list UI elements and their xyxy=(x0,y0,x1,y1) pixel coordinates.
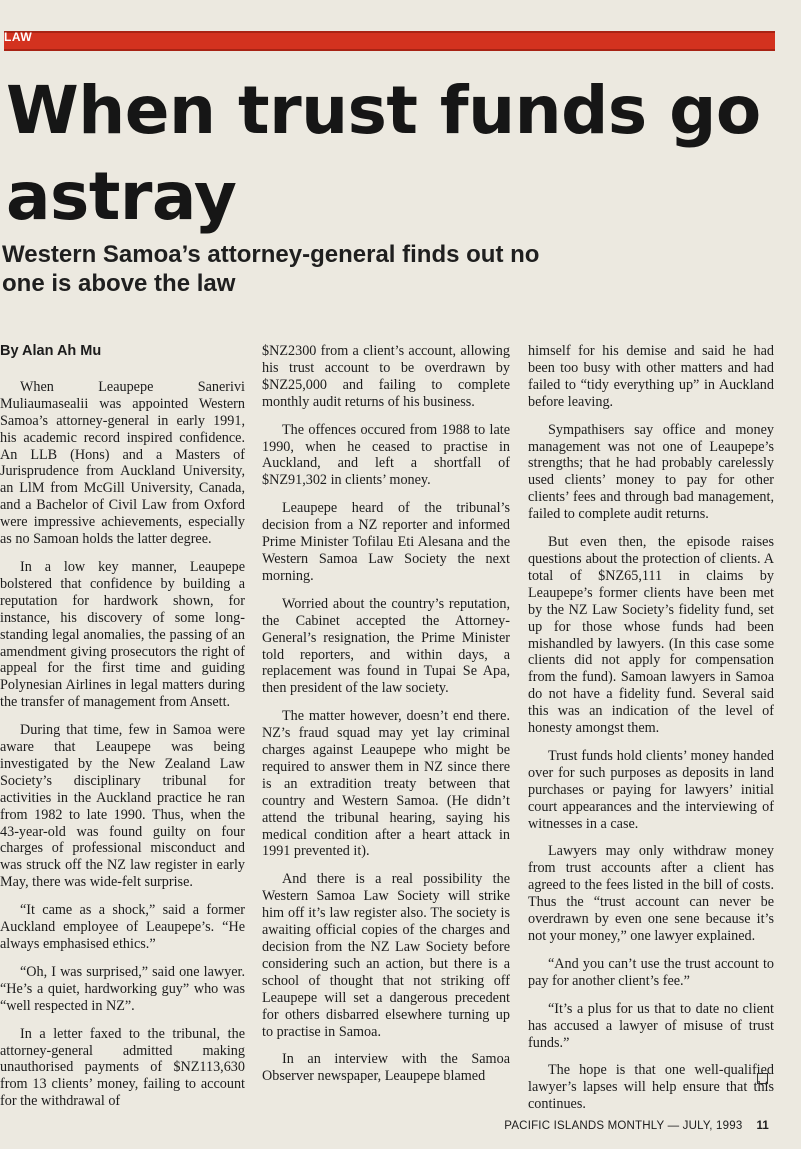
article-column-2 xyxy=(262,343,510,1096)
headline: When trust funds go astray xyxy=(6,72,761,235)
paragraph: Worried about the country’s reputation, the Cabinet accepted the Attorney-General’s resignation, the Prime Minister told reporters, and within days, a replacement was found in Tupai Se Apa, then president of the law society. xyxy=(262,595,510,697)
paragraph: The offences occured from 1988 to late 1990, when he ceased to practise in Auckland, and left a shortfall of $NZ91,302 in clients’ money. xyxy=(262,421,510,489)
paragraph: The hope is that one well-qualified lawyer’s lapses will help ensure that this continues. xyxy=(528,1062,774,1113)
section-label: LAW xyxy=(4,30,33,44)
section-bar xyxy=(4,31,775,51)
paragraph: In an interview with the Samoa Observer newspaper, Leaupepe blamed xyxy=(262,1051,510,1085)
subhead: Western Samoa’s attorney-general finds out no one is above the law xyxy=(2,241,540,297)
paragraph: In a low key manner, Leaupepe bolstered that confidence by building a reputation for hardwork shown, for instance, his discovery of some long-standing legal anomalies, the passing of an amendment giving prosecutors the right of appeal for the first time and guiding Polynesian Airlines in legal matters during the transfer of management from Ansett. xyxy=(0,558,245,711)
page-footer xyxy=(504,1120,769,1132)
paragraph: The matter however, doesn’t end there. NZ’s fraud squad may yet lay criminal charges against Leaupepe who might be required to answer them in NZ since there is an extradition treaty between that country and Western Samoa. (He didn’t attend the tribunal hearing, saying his medical condition after a heart attack in 1991 prevented it). xyxy=(262,708,510,860)
article-column-3 xyxy=(528,343,774,1124)
paragraph: And there is a real possibility the Western Samoa Law Society will strike him off it’s law register also. The society is awaiting official copies of the charges and decision from the NZ Law Society before considering such an action, but there is a school of thought that not striking off Leaupepe will set a dangerous precedent for others disbarred elsewhere turning up to practise in Samoa. xyxy=(262,871,510,1040)
paragraph: “Oh, I was surprised,” said one lawyer. “He’s a quiet, hardworking guy” who was “well respected in NZ”. xyxy=(0,963,245,1014)
article-column-1 xyxy=(0,343,245,1121)
paragraph: During that time, few in Samoa were aware that Leaupepe was being investigated by the New Zealand Law Society’s disciplinary tribunal for activities in the Auckland practice he ran from 1982 to late 1990. Thus, when the 43-year-old was found guilty on four charges of professional misconduct and was struck off the NZ law register in early May, there was wide-felt surprise. xyxy=(0,722,245,891)
page-number: 11 xyxy=(756,1120,769,1132)
paragraph: Trust funds hold clients’ money handed over for such purposes as deposits in land purchases or paying for lawyers’ initial court appearances and the interviewing of witnesses in a case. xyxy=(528,747,774,832)
paragraph: $NZ2300 from a client’s account, allowing his trust account to be overdrawn by $NZ25,000 and failing to complete monthly audit returns of his business. xyxy=(262,343,510,410)
paragraph: “It came as a shock,” said a former Auckland employee of Leaupepe’s. “He always emphasised ethics.” xyxy=(0,902,245,952)
paragraph: “And you can’t use the trust account to pay for another client’s fee.” xyxy=(528,955,774,989)
paragraph: Lawyers may only withdraw money from trust accounts after a client has agreed to the fees listed in the bill of costs. Thus the “trust account can never be overdrawn by even one sene because it’s not your money,” one lawyer explained. xyxy=(528,843,774,944)
end-of-article-icon xyxy=(757,1073,768,1084)
paragraph: In a letter faxed to the tribunal, the attorney-general admitted making unauthorised payments of $NZ113,630 from 13 clients’ money, failing to account for the withdrawal of xyxy=(0,1025,245,1110)
publication-line: PACIFIC ISLANDS MONTHLY — JULY, 1993 xyxy=(504,1120,743,1132)
paragraph: Leaupepe heard of the tribunal’s decision from a NZ reporter and informed Prime Minister Tofilau Eti Alesana and the Western Samoa Law Society the next morning. xyxy=(262,500,510,584)
paragraph: “It’s a plus for us that to date no client has accused a lawyer of misuse of trust funds.” xyxy=(528,1000,774,1051)
paragraph: But even then, the episode raises questions about the protection of clients. A total of $NZ65,111 in claims by Leaupepe’s former clients have been met by the NZ Law Society’s fidelity fund, set up for those whose funds had been mishandled by lawyers. (In this case some clients did not apply for compensation from the fund). Samoan lawyers in Samoa do not have a fidelity fund. Several said this was an indication of the level of honesty amongst them. xyxy=(528,534,774,737)
paragraph: himself for his demise and said he had been too busy with other matters and had failed to “tidy everything up” in Auckland before leaving. xyxy=(528,343,774,410)
paragraph: Sympathisers say office and money management was not one of Leaupepe’s strengths; that he had probably carelessly used clients’ money to pay for other clients’ fees and through bad management, failed to complete audit returns. xyxy=(528,421,774,523)
paragraph: When Leaupepe Sanerivi Muliaumasealii was appointed Western Samoa’s attorney-general in early 1991, his academic record inspired confidence. An LLB (Hons) and a Masters of Jurisprudence from Auckland University, an LlM from McGill University, Canada, and a Bachelor of Civil Law from Oxford were impressive achievements, especially as no Samoan holds the latter degree. xyxy=(0,378,245,548)
byline: By Alan Ah Mu xyxy=(0,343,102,359)
